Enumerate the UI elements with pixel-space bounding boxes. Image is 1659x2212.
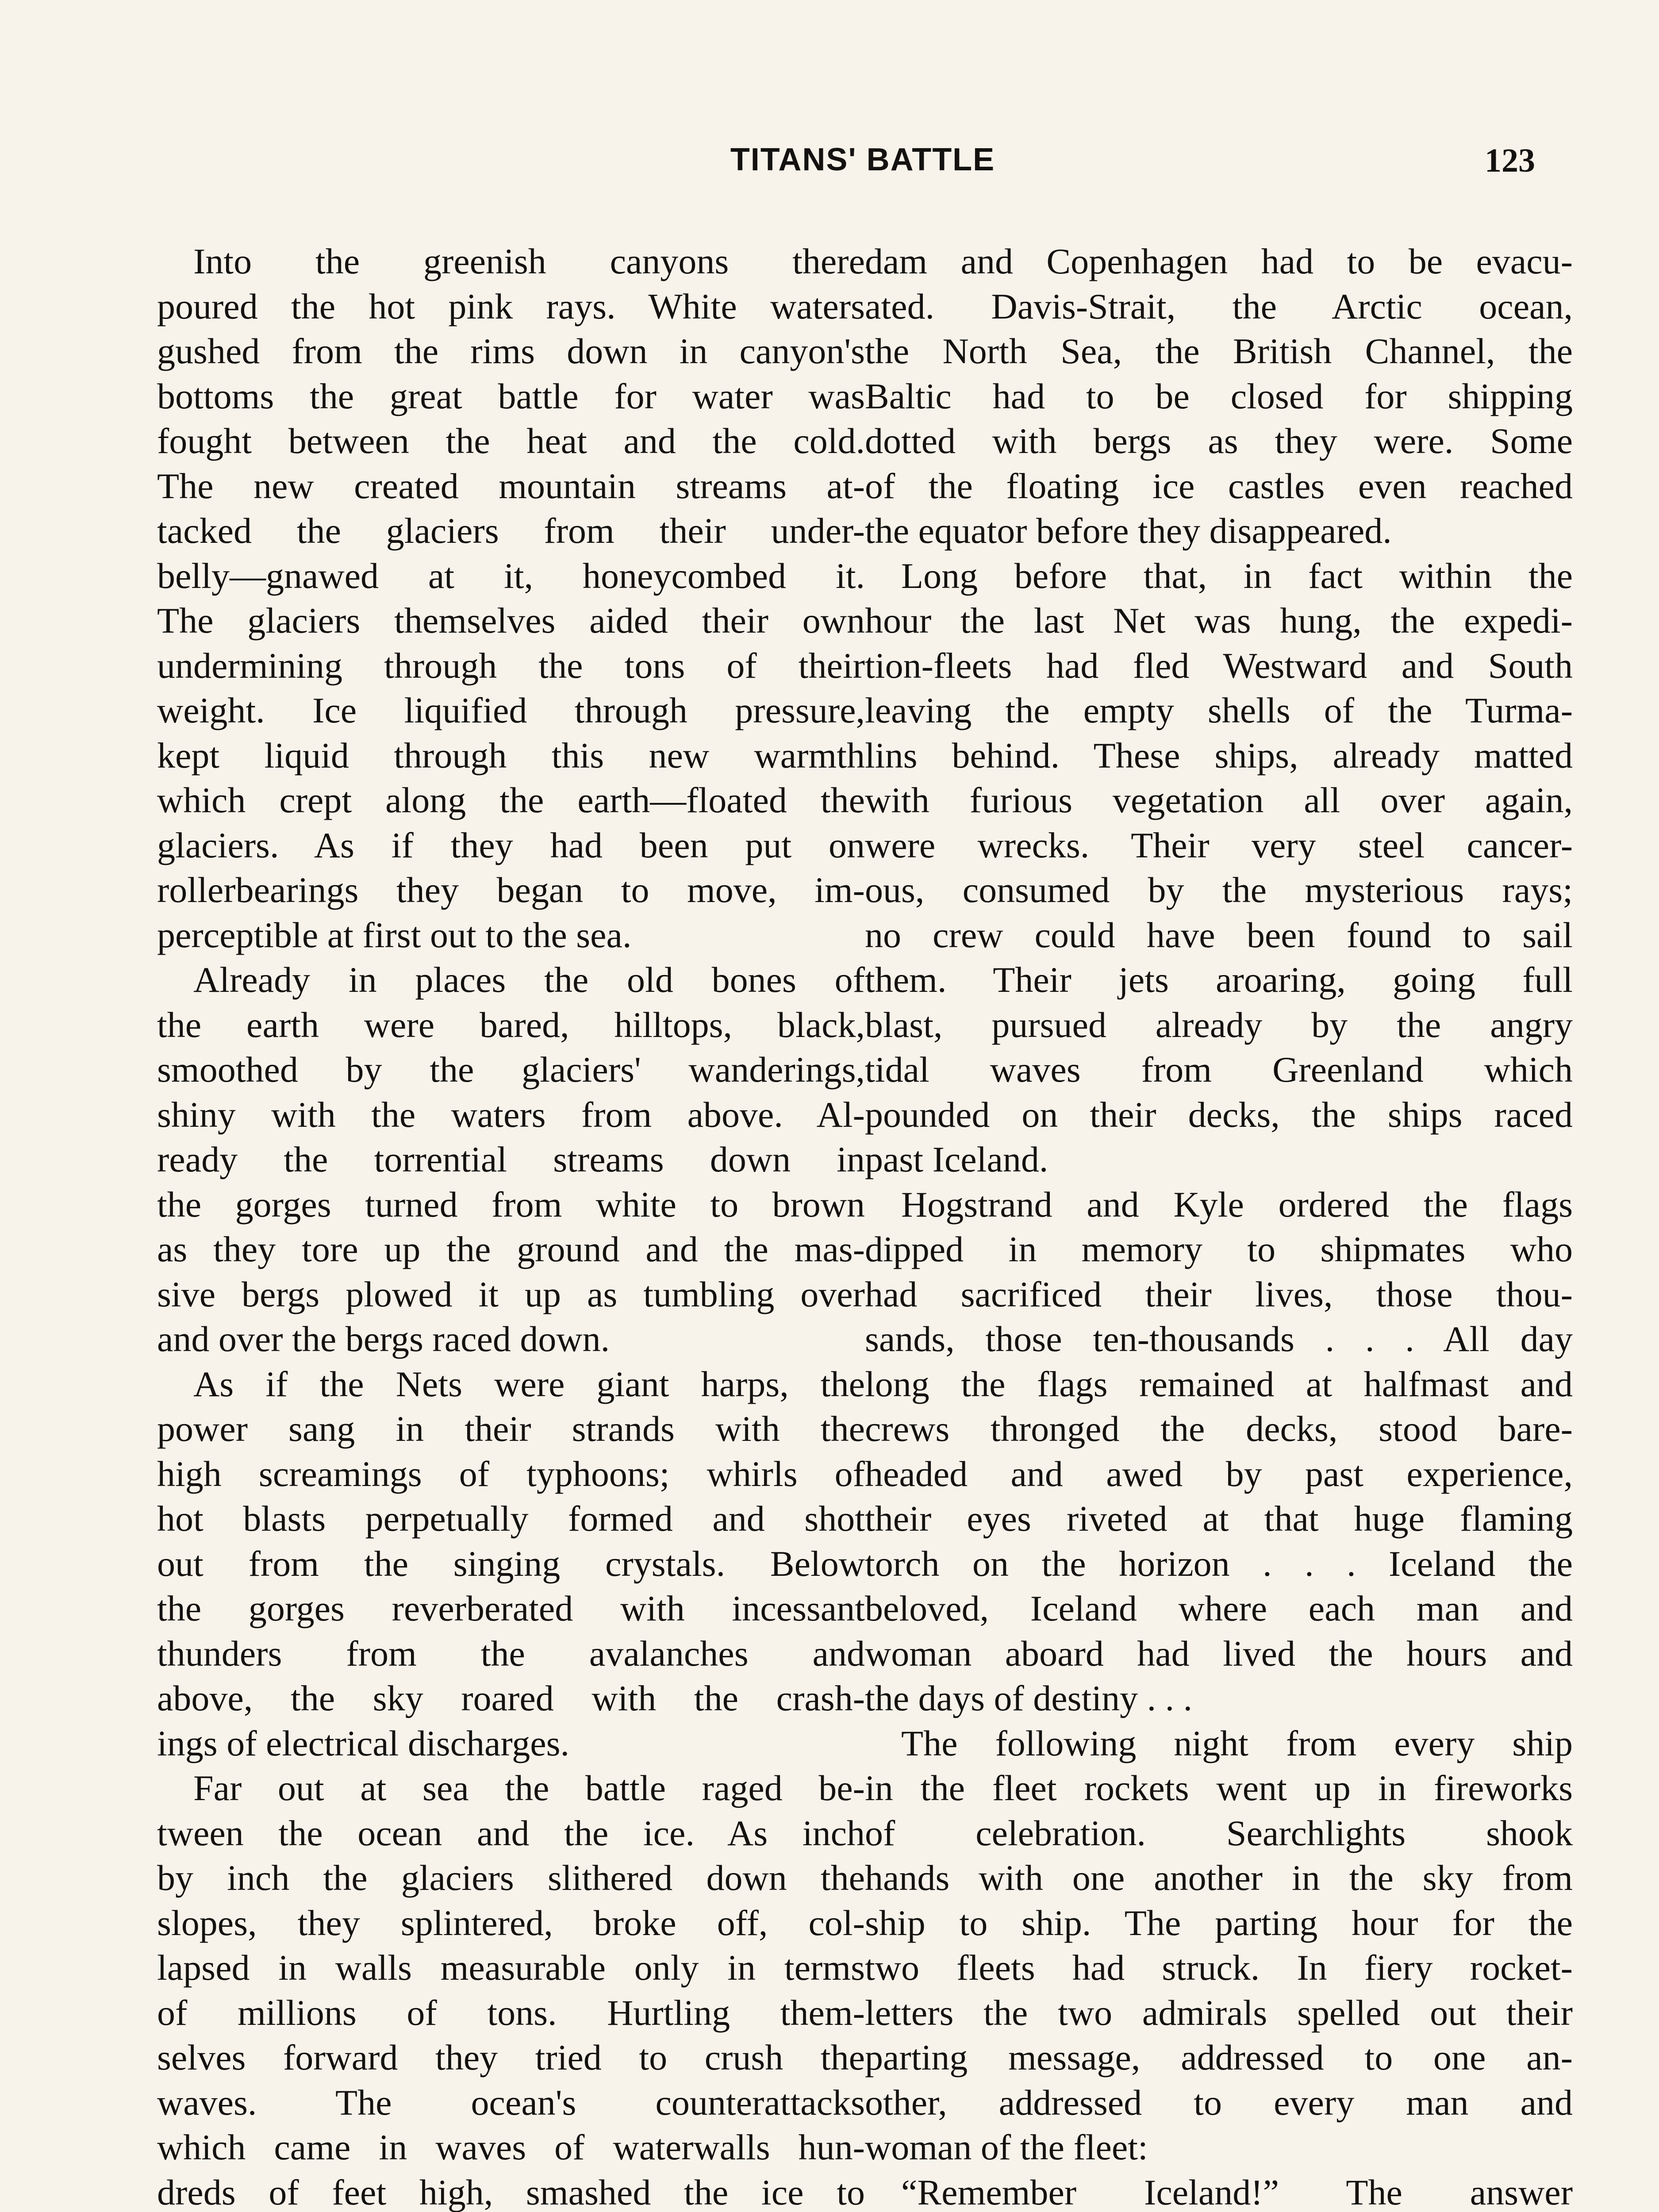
text-line: dipped in memory to shipmates who: [865, 1229, 1573, 1269]
text-line: two fleets had struck. In fiery rocket-: [865, 1947, 1573, 1988]
text-line: poured the hot pink rays. White waters: [157, 286, 865, 326]
text-line: power sang in their strands with the: [157, 1409, 865, 1449]
right-text-column: [865, 239, 1573, 2212]
text-line: of millions of tons. Hurtling them-: [157, 1992, 865, 2033]
text-line: ready the torrential streams down in: [157, 1139, 865, 1179]
text-line: the days of destiny . . .: [865, 1678, 1193, 1718]
text-line: hands with one another in the sky from: [865, 1858, 1573, 1898]
text-line: dotted with bergs as they were. Some: [865, 421, 1573, 461]
text-line: high screamings of typhoons; whirls of: [157, 1453, 865, 1494]
text-line: out from the singing crystals. Below: [157, 1543, 865, 1584]
text-line: other, addressed to every man and: [865, 2082, 1573, 2123]
text-line: tacked the glaciers from their under-: [157, 511, 865, 551]
text-line: hour the last Net was hung, the expedi-: [865, 600, 1573, 641]
text-line: Already in places the old bones of: [193, 960, 865, 1000]
left-text-column: [157, 239, 865, 2212]
text-line: weight. Ice liquified through pressure,: [157, 690, 865, 730]
text-line: which crept along the earth—floated the: [157, 780, 865, 820]
text-line: by inch the glaciers slithered down the: [157, 1858, 865, 1898]
text-line: blast, pursued already by the angry: [865, 1004, 1573, 1045]
text-line: bottoms the great battle for water was: [157, 376, 865, 416]
text-line: Baltic had to be closed for shipping: [865, 376, 1573, 416]
text-line: headed and awed by past experience,: [865, 1453, 1573, 1494]
text-line: the gorges reverberated with incessant: [157, 1588, 865, 1628]
text-line: leaving the empty shells of the Turma-: [865, 690, 1573, 730]
text-line: the gorges turned from white to brown: [157, 1184, 865, 1225]
text-line: pounded on their decks, the ships raced: [865, 1094, 1573, 1135]
text-line: parting message, addressed to one an-: [865, 2037, 1573, 2078]
text-line: belly—gnawed at it, honeycombed it.: [157, 555, 865, 596]
text-line: in the fleet rockets went up in fireworks: [865, 1768, 1573, 1808]
text-line: gushed from the rims down in canyon's: [157, 331, 865, 371]
text-line: Hogstrand and Kyle ordered the flags: [901, 1184, 1573, 1225]
text-line: them. Their jets aroaring, going full: [865, 960, 1573, 1000]
text-line: ings of electrical discharges.: [157, 1723, 570, 1763]
text-line: crews thronged the decks, stood bare-: [865, 1409, 1573, 1449]
text-line: sive bergs plowed it up as tumbling over: [157, 1274, 865, 1314]
text-line: rollerbearings they began to move, im-: [157, 870, 865, 910]
text-line: above, the sky roared with the crash-: [157, 1678, 865, 1718]
text-line: long the flags remained at halfmast and: [865, 1363, 1573, 1404]
running-title: TITANS' BATTLE: [730, 142, 995, 177]
text-line: kept liquid through this new warmth: [157, 735, 865, 776]
text-line: “Remember Iceland!” The answer: [901, 2172, 1573, 2212]
text-line: hot blasts perpetually formed and shot: [157, 1498, 865, 1539]
text-line: slopes, they splintered, broke off, col-: [157, 1902, 865, 1943]
text-line: woman of the fleet:: [865, 2127, 1148, 2167]
text-line: Long before that, in fact within the: [901, 555, 1573, 596]
text-line: tween the ocean and the ice. As inch: [157, 1813, 865, 1853]
text-line: glaciers. As if they had been put on: [157, 825, 865, 865]
text-line: The new created mountain streams at-: [157, 465, 865, 506]
text-line: the North Sea, the British Channel, the: [865, 331, 1573, 371]
text-line: fought between the heat and the cold.: [157, 421, 865, 461]
text-line: ous, consumed by the mysterious rays;: [865, 870, 1573, 910]
text-line: undermining through the tons of their: [157, 645, 865, 686]
page-number: 123: [1485, 142, 1535, 179]
text-line: torch on the horizon . . . Iceland the: [865, 1543, 1573, 1584]
text-line: The following night from every ship: [901, 1723, 1573, 1763]
text-line: and over the bergs raced down.: [157, 1319, 610, 1359]
text-line: The glaciers themselves aided their own: [157, 600, 865, 641]
text-line: had sacrificed their lives, those thou-: [865, 1274, 1573, 1314]
text-line: dam and Copenhagen had to be evacu-: [865, 241, 1573, 281]
text-line: beloved, Iceland where each man and: [865, 1588, 1573, 1628]
text-line: the earth were bared, hilltops, black,: [157, 1004, 865, 1045]
text-line: woman aboard had lived the hours and: [865, 1633, 1573, 1674]
text-line: with furious vegetation all over again,: [865, 780, 1573, 820]
text-line: Far out at sea the battle raged be-: [193, 1768, 865, 1808]
text-line: which came in waves of waterwalls hun-: [157, 2127, 865, 2167]
text-line: no crew could have been found to sail: [865, 914, 1573, 955]
text-line: sands, those ten-thousands . . . All day: [865, 1319, 1573, 1359]
text-line: their eyes riveted at that huge flaming: [865, 1498, 1573, 1539]
text-line: tion-fleets had fled Westward and South: [865, 645, 1573, 686]
text-line: smoothed by the glaciers' wanderings,: [157, 1049, 865, 1090]
text-line: letters the two admirals spelled out their: [865, 1992, 1573, 2033]
text-line: of the floating ice castles even reached: [865, 465, 1573, 506]
text-line: ship to ship. The parting hour for the: [865, 1902, 1573, 1943]
text-line: lapsed in walls measurable only in terms: [157, 1947, 865, 1988]
text-line: thunders from the avalanches and: [157, 1633, 865, 1674]
text-line: were wrecks. Their very steel cancer-: [865, 825, 1573, 865]
text-line: As if the Nets were giant harps, the: [193, 1363, 865, 1404]
text-line: as they tore up the ground and the mas-: [157, 1229, 865, 1269]
text-line: of celebration. Searchlights shook: [865, 1813, 1573, 1853]
text-line: past Iceland.: [865, 1139, 1048, 1179]
text-line: the equator before they disappeared.: [865, 511, 1392, 551]
text-line: waves. The ocean's counterattacks: [157, 2082, 865, 2123]
text-line: dreds of feet high, smashed the ice to: [157, 2172, 865, 2212]
text-line: tidal waves from Greenland which: [865, 1049, 1573, 1090]
text-line: ated. Davis-Strait, the Arctic ocean,: [865, 286, 1573, 326]
text-line: perceptible at first out to the sea.: [157, 914, 632, 955]
text-line: selves forward they tried to crush the: [157, 2037, 865, 2078]
text-line: Into the greenish canyons there: [193, 241, 865, 281]
text-line: shiny with the waters from above. Al-: [157, 1094, 865, 1135]
text-line: lins behind. These ships, already matted: [865, 735, 1573, 776]
